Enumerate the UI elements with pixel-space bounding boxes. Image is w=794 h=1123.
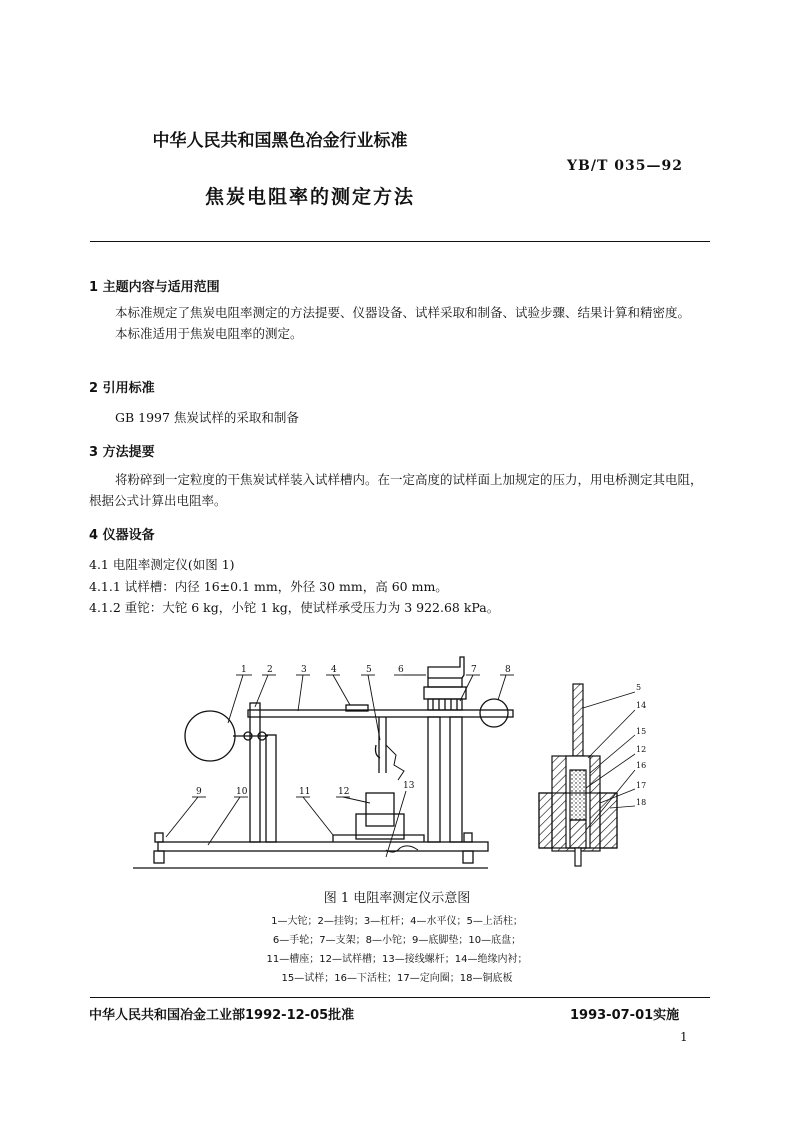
callout-1: 1 — [241, 665, 247, 675]
section-3-heading: 3 方法提要 — [89, 445, 155, 460]
detail-callout-14: 14 — [636, 701, 647, 710]
detail-callout-17: 17 — [636, 781, 647, 790]
standard-org-title: 中华人民共和国黑色冶金行业标准 — [152, 131, 408, 151]
figure-caption: 图 1 电阻率测定仪示意图 — [323, 891, 471, 906]
section-3-para-1: 将粉碎到一定粒度的干焦炭试样装入试样槽内。在一定高度的试样面上加规定的压力，用电桥测定其电阻，根据公式计算出电阻率。 — [89, 472, 703, 508]
detail-callout-12: 12 — [636, 745, 647, 754]
callout-8: 8 — [505, 665, 511, 675]
callout-3: 3 — [301, 665, 307, 675]
callout-4: 4 — [331, 665, 337, 675]
callout-11: 11 — [299, 787, 311, 797]
section-1-para-2: 本标准适用于焦炭电阻率的测定。 — [115, 326, 303, 341]
figure-legend-line-2: 6—手轮；7—支架；8—小铊；9—底脚垫；10—底盘； — [272, 935, 522, 946]
sample-cell-detail-diagram — [535, 678, 655, 878]
item-4-1: 4.1 电阻率测定仪(如图 1) — [89, 557, 235, 572]
detail-callout-15: 15 — [636, 727, 647, 736]
sample-cup — [366, 793, 394, 826]
figure-legend-line-4: 15—试样；16—下活柱；17—定向圈；18—铜底板 — [281, 973, 513, 984]
callout-7: 7 — [471, 665, 477, 675]
figure-legend-line-3: 11—槽座；12—试样槽；13—接线螺杆；14—绝缘内衬； — [266, 954, 528, 965]
standard-code: YB/T 035—92 — [567, 158, 683, 174]
callout-6: 6 — [398, 665, 404, 675]
section-3-body — [89, 469, 711, 511]
header-rule — [90, 241, 710, 242]
callout-2: 2 — [267, 665, 273, 675]
callout-10: 10 — [236, 787, 248, 797]
base-plate — [158, 842, 488, 851]
callout-13: 13 — [403, 781, 415, 791]
section-1-para-1: 本标准规定了焦炭电阻率测定的方法提要、仪器设备、试样采取和制备、试验步骤、结果计算和精密度。 — [115, 305, 691, 320]
big-weight-shape — [185, 711, 235, 761]
detail-callout-16: 16 — [636, 761, 647, 770]
section-2-heading: 2 引用标准 — [89, 381, 155, 396]
lever — [248, 710, 513, 717]
detail-callout-5: 5 — [636, 683, 642, 692]
figure-legend-line-1: 1—大铊；2—挂钩；3—杠杆；4—水平仪；5—上活柱； — [271, 916, 523, 927]
callout-12: 12 — [338, 787, 350, 797]
approval-note: 中华人民共和国冶金工业部1992-12-05批准 — [89, 1008, 355, 1023]
callout-9: 9 — [196, 787, 202, 797]
section-1-heading: 1 主题内容与适用范围 — [89, 280, 220, 295]
detail-callout-18: 18 — [636, 798, 647, 807]
callout-5: 5 — [366, 665, 372, 675]
left-support — [250, 703, 260, 842]
apparatus-diagram — [128, 645, 511, 875]
item-4-1-2: 4.1.2 重铊：大铊 6 kg，小铊 1 kg，使试样承受压力为 3 922.68 kPa。 — [89, 600, 500, 615]
document-title: 焦炭电阻率的测定方法 — [204, 186, 415, 208]
footer-rule — [90, 997, 710, 998]
reference-gb1997: GB 1997 焦炭试样的采取和制备 — [115, 410, 299, 425]
section-1-body — [89, 302, 711, 344]
effective-date: 1993-07-01实施 — [570, 1008, 680, 1023]
page-number: 1 — [680, 1030, 688, 1044]
small-weight-shape — [480, 699, 508, 727]
section-4-heading: 4 仪器设备 — [89, 528, 155, 543]
item-4-1-1: 4.1.1 试样槽：内径 16±0.1 mm，外径 30 mm，高 60 mm。 — [89, 579, 448, 594]
